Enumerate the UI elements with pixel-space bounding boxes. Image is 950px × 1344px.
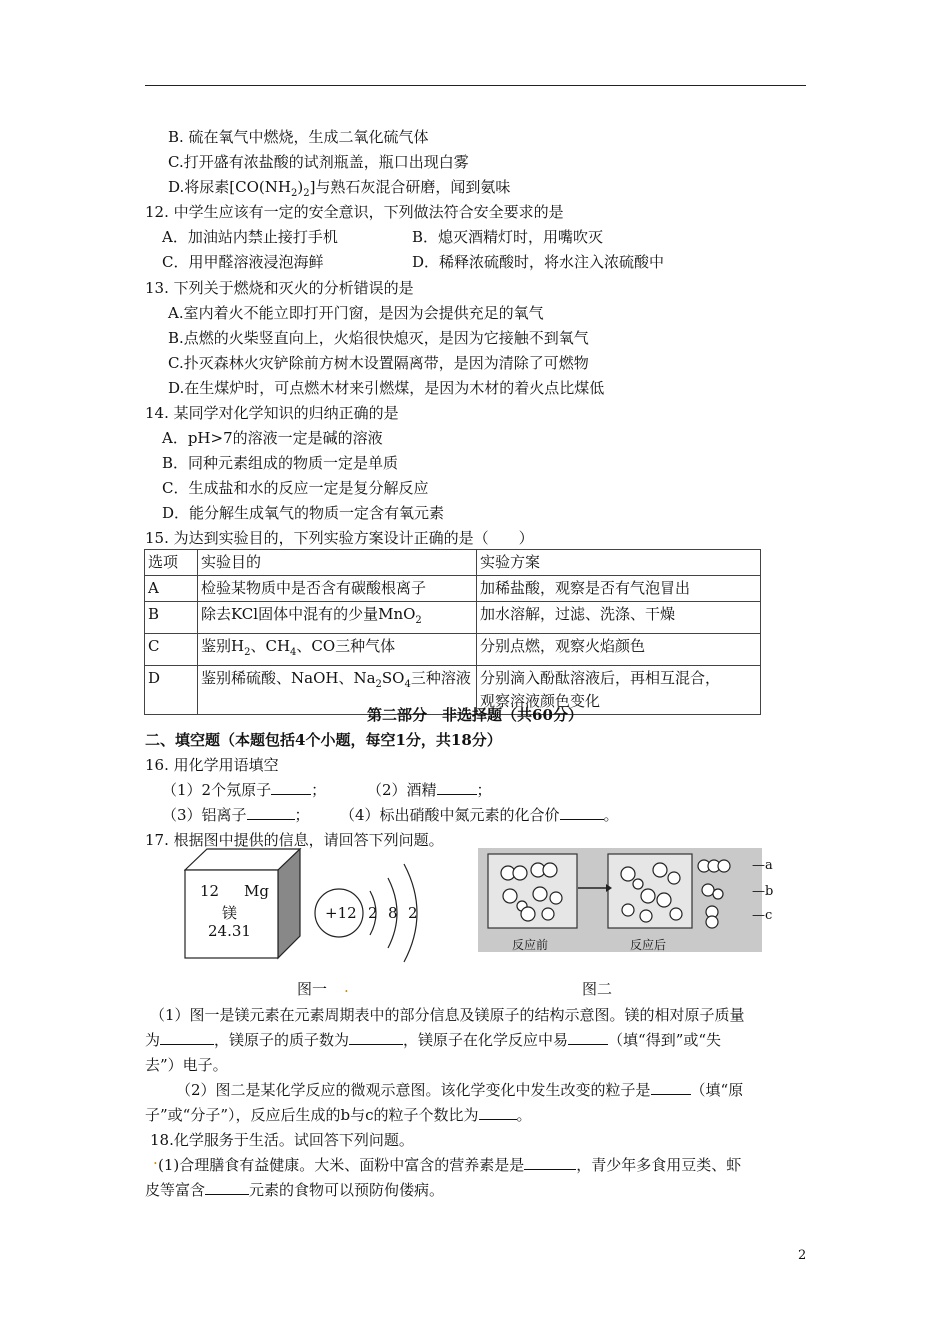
q17-para1-line1: （1）图一是镁元素在元素周期表中的部分信息及镁原子的结构示意图。镁的相对原子质量	[150, 1006, 745, 1024]
q13-option-c: C.扑灭森林火灾铲除前方树木设置隔离带，是因为清除了可燃物	[168, 354, 589, 372]
table-cell-option: B	[145, 602, 198, 634]
q13-option-d: D.在生煤炉时，可点燃木材来引燃煤，是因为木材的着火点比煤低	[168, 379, 605, 397]
table-cell-option: C	[145, 634, 198, 666]
table-header-row	[145, 550, 761, 576]
q11-option-c: C.打开盛有浓盐酸的试剂瓶盖，瓶口出现白雾	[168, 153, 469, 171]
nucleus-charge: +12	[325, 904, 357, 922]
q15-table	[144, 549, 761, 715]
table-cell-plan: 加水溶解，过滤、洗涤、干燥	[477, 602, 761, 634]
q18-line1: (1)合理膳食有益健康。大米、面粉中富含的营养素是是 ，青少年多食用豆类、虾	[158, 1156, 742, 1174]
q17-para2-line1: （2）图二是某化学反应的微观示意图。该化学变化中发生改变的粒子是 （填“原	[176, 1081, 744, 1099]
q15-stem: 15. 为达到实验目的，下列实验方案设计正确的是（ ）	[145, 529, 534, 547]
table-cell-plan: 分别滴入酚酞溶液后，再相互混合， 观察溶液颜色变化	[477, 666, 761, 715]
stray-dot-mark: .	[153, 1150, 158, 1168]
table-cell-plan: 分别点燃，观察火焰颜色	[477, 634, 761, 666]
q17-para2-line2: 子”或“分子”），反应后生成的b与c的粒子个数比为 。	[145, 1106, 532, 1124]
table-header-cell: 选项	[145, 550, 198, 576]
q14-option-b: B．同种元素组成的物质一定是单质	[162, 454, 399, 472]
table-row	[145, 602, 761, 634]
q11-option-d: D.将尿素$[CO(NH_2)_2]$与熟石灰混合研磨，闻到氨味	[168, 178, 511, 199]
element-number: 12	[200, 882, 220, 900]
q12-stem: 12. 中学生应该有一定的安全意识，下列做法符合安全要求的是	[145, 203, 564, 221]
q17-para1-line3: 去”）电子。	[145, 1056, 228, 1074]
part2-title: 第二部分 非选择题（共60分）	[367, 706, 583, 724]
q16-part4: （4）标出硝酸中氮元素的化合价 。	[340, 806, 619, 824]
element-name: 镁	[222, 904, 238, 922]
element-cube-figure	[184, 848, 302, 960]
q16-part3: （3）铝离子 ；	[162, 806, 310, 824]
shell-electrons-3: 2	[408, 904, 418, 922]
element-symbol: Mg	[244, 882, 269, 900]
q13-stem: 13. 下列关于燃烧和灭火的分析错误的是	[145, 279, 414, 297]
element-mass: 24.31	[208, 922, 251, 940]
legend-label-c: —c	[752, 908, 773, 923]
table-header-cell: 实验目的	[198, 550, 477, 576]
table-cell-goal: 检验某物质中是否含有碳酸根离子	[198, 576, 477, 602]
label-after-reaction: 反应后	[630, 938, 667, 952]
q12-option-b: B．熄灭酒精灯时，用嘴吹灭	[412, 228, 604, 246]
table-cell-option: D	[145, 666, 198, 715]
section-title: 二、填空题（本题包括4个小题，每空1分，共18分）	[145, 731, 502, 749]
q14-option-a: A．pH>7的溶液一定是碱的溶液	[162, 429, 383, 447]
q12-option-c: C．用甲醛溶液浸泡海鲜	[162, 253, 324, 271]
figure-2-caption: 图二	[582, 980, 613, 998]
q13-option-b: B.点燃的火柴竖直向上，火焰很快熄灭，是因为它接触不到氧气	[168, 329, 589, 347]
table-cell-goal: 鉴别$H_2$、$CH_4$、CO三种气体	[198, 634, 477, 666]
table-cell-goal: 鉴别稀硫酸、NaOH、$Na_2SO_4$三种溶液	[198, 666, 477, 715]
q13-option-a: A.室内着火不能立即打开门窗，是因为会提供充足的氧气	[168, 304, 544, 322]
q14-option-c: C．生成盐和水的反应一定是复分解反应	[162, 479, 429, 497]
q16-stem: 16. 用化学用语填空	[145, 756, 279, 774]
figure-1-caption: 图一	[297, 980, 328, 998]
legend-label-b: —b	[752, 884, 774, 899]
table-header-cell: 实验方案	[477, 550, 761, 576]
q18-line2: 皮等富含 元素的食物可以预防佝偻病。	[145, 1181, 445, 1199]
legend-label-a: —a	[752, 858, 773, 873]
label-before-reaction: 反应前	[512, 938, 549, 952]
q17-para1-line2: 为 ，镁原子的质子数为 ，镁原子在化学反应中易 （填“得到”或“失	[145, 1031, 722, 1049]
q18-stem: 18.化学服务于生活。试回答下列问题。	[150, 1131, 414, 1149]
q17-stem: 17. 根据图中提供的信息，请回答下列问题。	[145, 831, 444, 849]
table-row	[145, 576, 761, 602]
stray-dot-mark: .	[344, 978, 349, 996]
q16-part1: （1）2个氖原子 ；	[162, 781, 327, 799]
q12-option-d: D．稀释浓硫酸时，将水注入浓硫酸中	[412, 253, 665, 271]
q16-part2: （2）酒精 ；	[367, 781, 492, 799]
table-row	[145, 634, 761, 666]
q11-option-b: B. 硫在氧气中燃烧，生成二氧化硫气体	[168, 128, 429, 146]
table-cell-option: A	[145, 576, 198, 602]
table-cell-plan: 加稀盐酸，观察是否有气泡冒出	[477, 576, 761, 602]
q14-option-d: D．能分解生成氧气的物质一定含有氧元素	[162, 504, 445, 522]
header-rule	[145, 85, 806, 86]
shell-electrons-2: 8	[388, 904, 398, 922]
q14-stem: 14. 某同学对化学知识的归纳正确的是	[145, 404, 399, 422]
shell-electrons-1: 2	[368, 904, 378, 922]
page-number: 2	[798, 1248, 807, 1263]
table-cell-goal: 除去KCl固体中混有的少量MnO$_2$	[198, 602, 477, 634]
q12-option-a: A．加油站内禁止接打手机	[162, 228, 338, 246]
